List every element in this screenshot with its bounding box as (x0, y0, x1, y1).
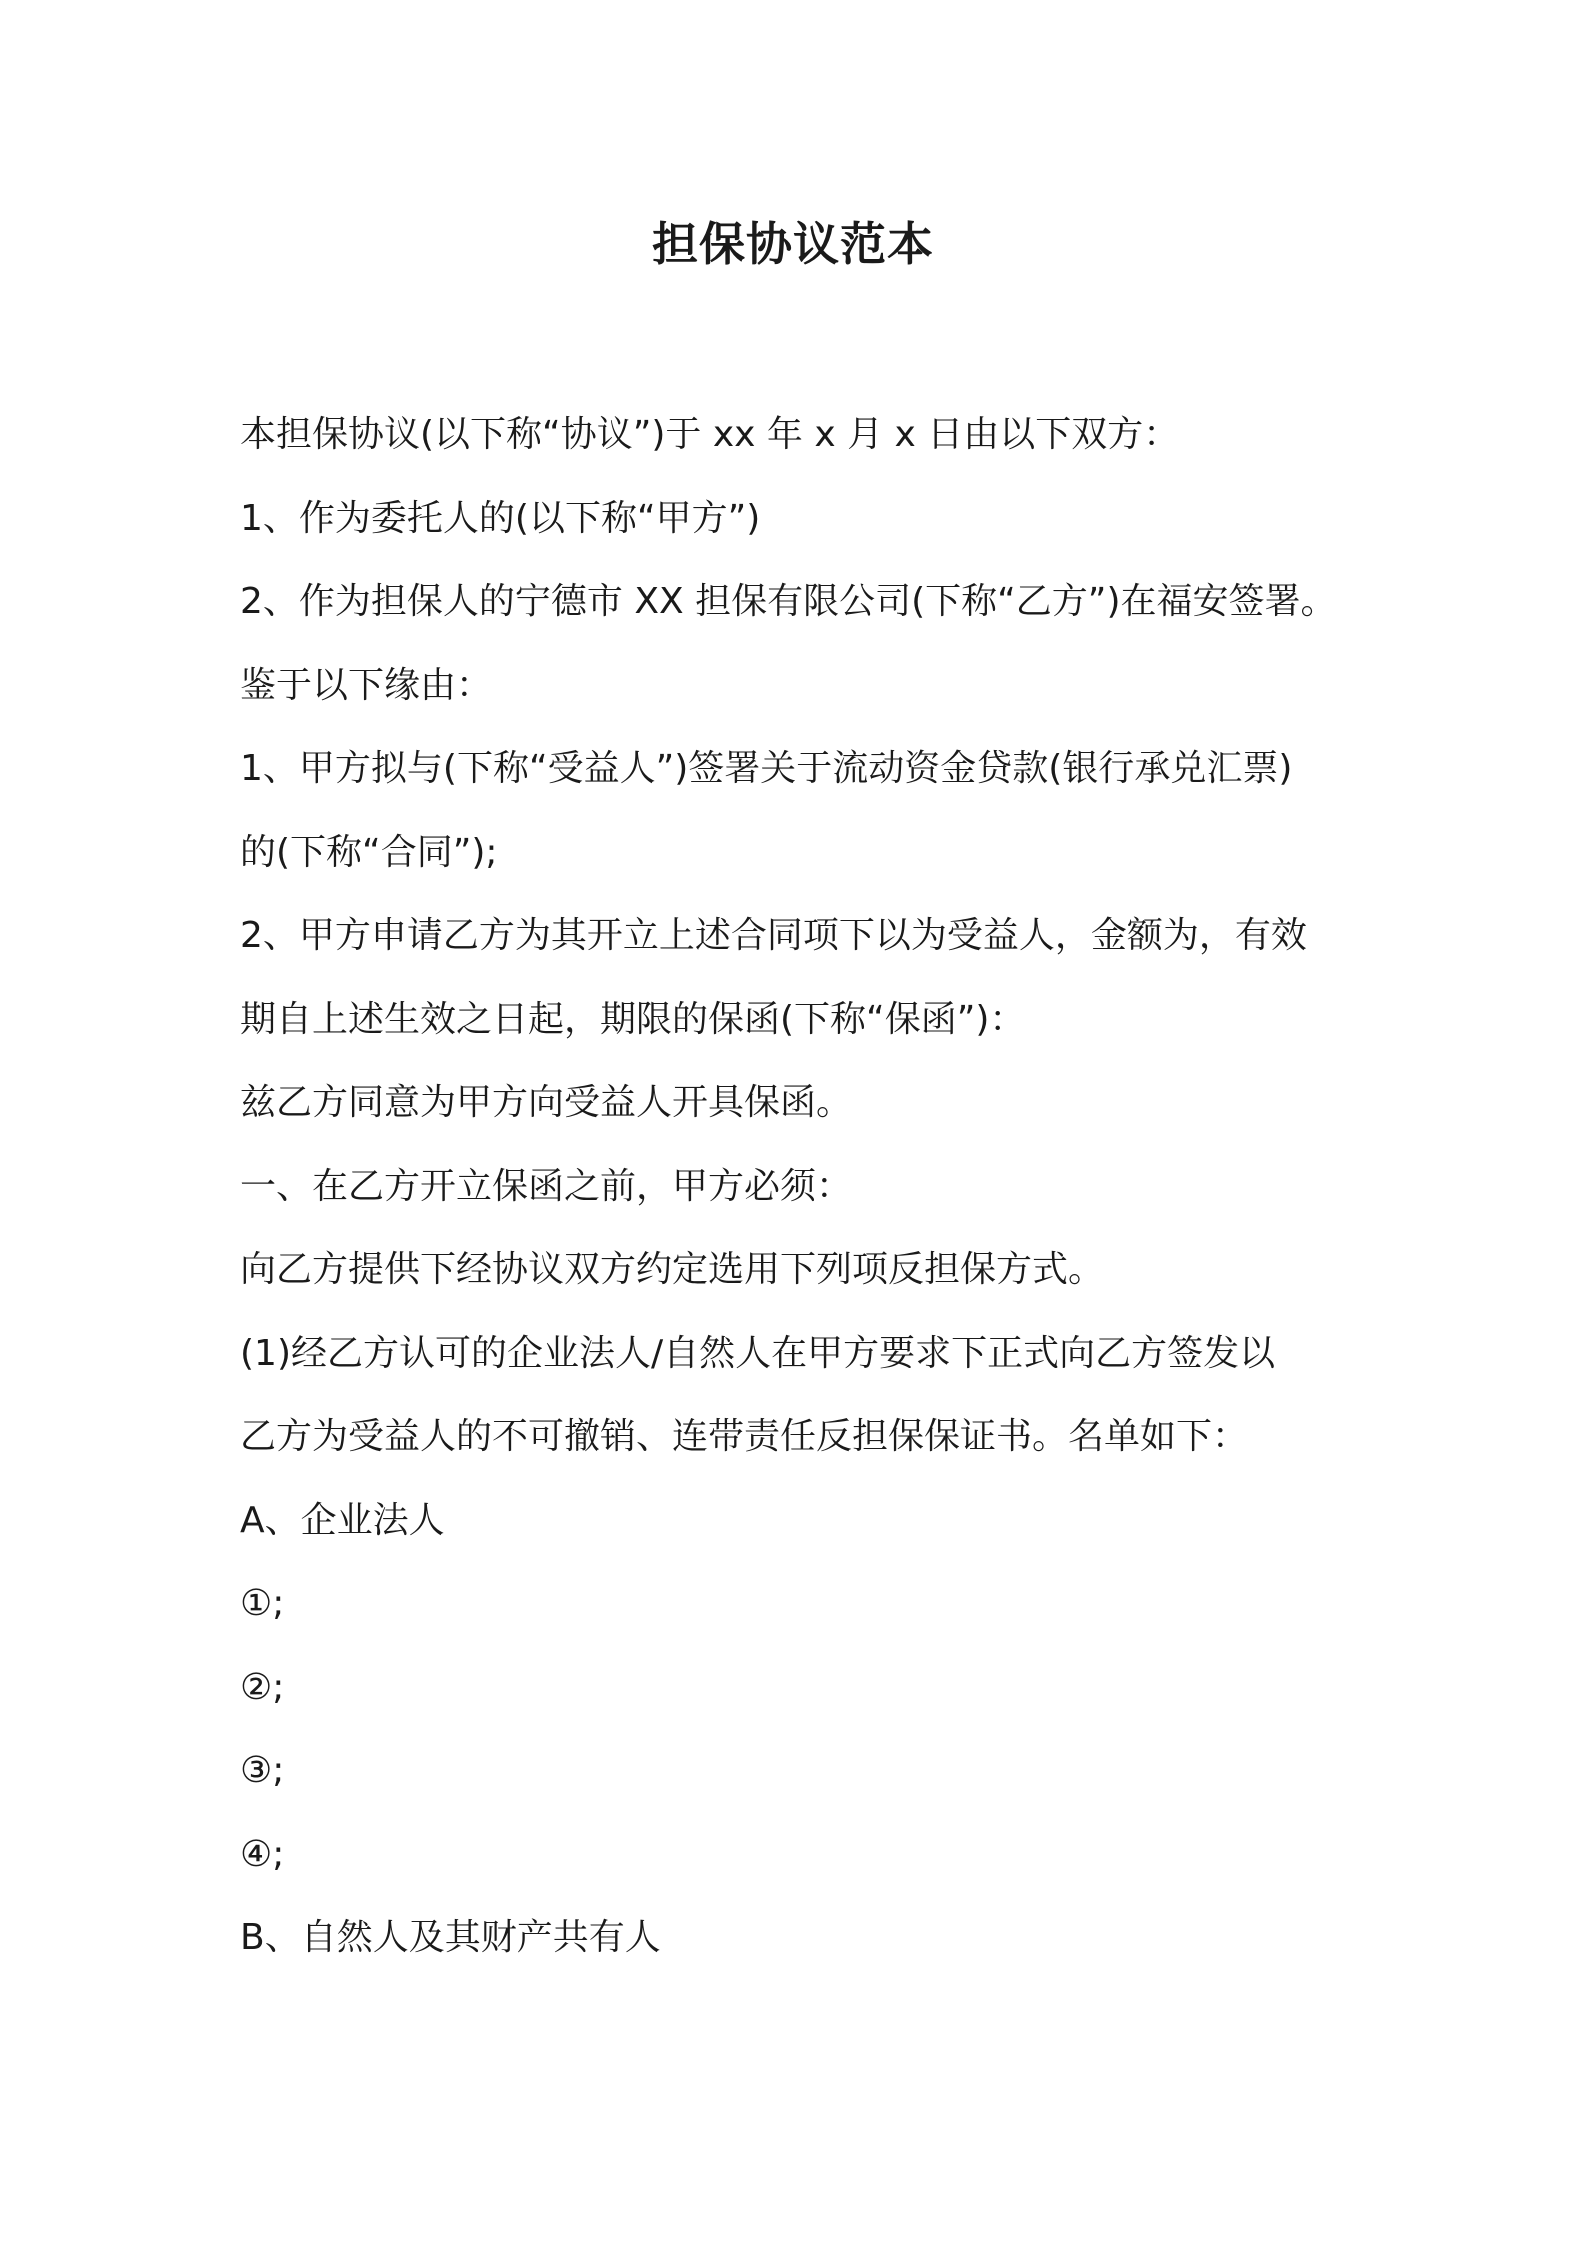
body-line: 本担保协议(以下称“协议”)于 xx 年 x 月 x 日由以下双方： (240, 414, 1180, 455)
body-line: 一、在乙方开立保函之前，甲方必须： (240, 1165, 853, 1207)
list-heading: B、自然人及其财产共有人 (240, 1917, 661, 1958)
body-line: 兹乙方同意为甲方向受益人开具保函。 (240, 1082, 853, 1123)
list-item: ①; (240, 1583, 285, 1624)
body-line: 2、作为担保人的宁德市 XX 担保有限公司(下称“乙方”)在福安签署。 (240, 581, 1337, 622)
body-line: 2、甲方申请乙方为其开立上述合同项下以为受益人，金额为，有效 (240, 915, 1307, 956)
body-line: 鉴于以下缘由： (240, 664, 493, 706)
body-line: 乙方为受益人的不可撤销、连带责任反担保保证书。名单如下： (240, 1416, 1249, 1457)
document-body (240, 405, 1360, 1992)
body-line: 向乙方提供下经协议双方约定选用下列项反担保方式。 (240, 1249, 1105, 1290)
body-line: (1)经乙方认可的企业法人/自然人在甲方要求下正式向乙方签发以 (240, 1332, 1276, 1374)
body-line: 的(下称“合同”); (240, 831, 498, 873)
body-line: 1、作为委托人的(以下称“甲方”) (240, 497, 761, 539)
document-title: 担保协议范本 (652, 217, 934, 271)
list-item: ②; (240, 1666, 285, 1708)
body-line: 1、甲方拟与(下称“受益人”)签署关于流动资金贷款(银行承兑汇票) (240, 748, 1293, 789)
list-item: ④; (240, 1833, 285, 1875)
list-heading: A、企业法人 (240, 1499, 445, 1541)
list-item: ③; (240, 1750, 285, 1791)
body-line: 期自上述生效之日起，期限的保函(下称“保函”)： (240, 998, 1026, 1040)
